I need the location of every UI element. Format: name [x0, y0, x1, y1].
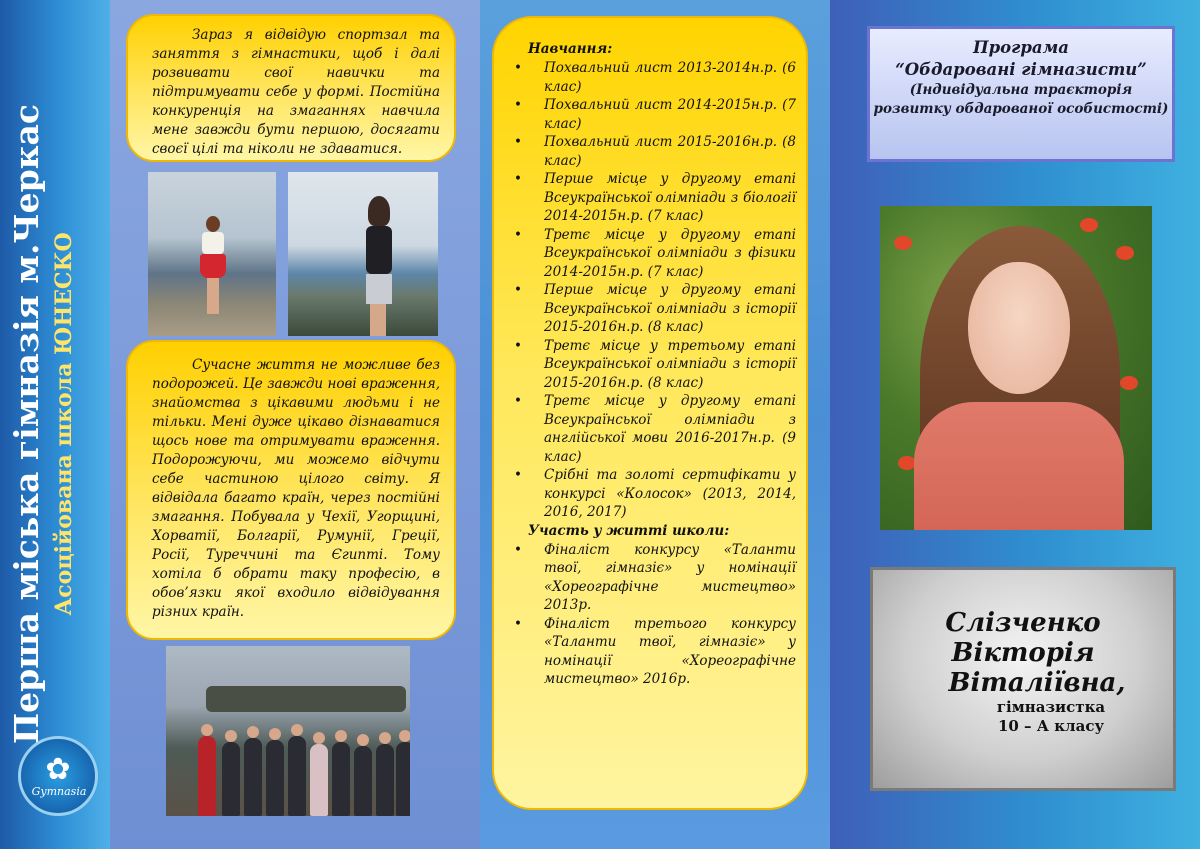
school-life-list [508, 541, 796, 689]
list-item: • Перше місце у другому етапі Всеукраїнської олімпіади з історії 2015-2016н.р. (8 клас) [544, 281, 796, 337]
program-name: “Обдаровані гімназисти” [895, 60, 1147, 79]
list-item: • Похвальний лист 2015-2016н.р. (8 клас) [544, 133, 796, 170]
flower-icon: ✿ [45, 752, 71, 787]
people-group [194, 706, 410, 816]
school-name: Перша міська гімназія м.Черкас [7, 103, 46, 745]
list-item: • Третє місце у третьому етапі Всеукраїнської олімпіади з історії 2015-2016н.р. (8 клас) [544, 337, 796, 393]
study-heading: Навчання: [528, 41, 613, 57]
sport-paragraph: Зараз я відвідую спортзал та заняття з гімнастики, щоб і далі розвивати свої навички та підтримувати себе у формі. Постійна конкуренція на змаганнях навчила мене завжди бути першою, досягати своєї цілі та ніколи не здаватися. [152, 27, 440, 157]
gymnasium-logo [18, 736, 98, 816]
achievements-box [492, 16, 808, 810]
travel-paragraph: Сучасне життя не можливе без подорожей. Це завжди нові враження, знайомства з цікавими людьми і не тільки. Мені дуже цікаво дізнаватися щось нове та отримувати враження. Подорожуючи, ми можемо відчути себе частиною цілого світу. Я відвідала багато країн, через постійні змагання. Побувала у Чехії, Угорщині, Хорватії, Болгарії, Румунії, Греції, Росії, Туреччині та Єгипті. Тому хотіла б обрати таку професію, в обов’язки якої входило відвідування різних країн. [152, 357, 440, 620]
student-class: 10 – А класу [997, 717, 1105, 735]
list-item: • Третє місце у другому етапі Всеукраїнської олімпіади з англійської мови 2016-2017н.р. (9 клас) [544, 392, 796, 466]
school-life-heading: Участь у житті школи: [528, 522, 730, 539]
student-surname: Слізченко [945, 608, 1101, 638]
list-item: • Похвальний лист 2014-2015н.р. (7 клас) [544, 96, 796, 133]
list-item: • Третє місце у другому етапі Всеукраїнської олімпіади з фізики 2014-2015н.р. (7 клас) [544, 226, 796, 282]
logo-text: Gymnasia [31, 785, 87, 798]
seaside-photo [288, 172, 438, 336]
program-title-box [867, 26, 1175, 162]
list-item: • Фіналіст третього конкурсу «Таланти твої, гімназіє» у номінації «Хореографічне мистецтво» 2016р. [544, 615, 796, 689]
girl-figure [200, 216, 226, 316]
student-name-box [870, 567, 1176, 791]
student-patronymic: Віталіївна, [948, 668, 1126, 698]
student-portrait [880, 206, 1152, 530]
girl-figure [360, 196, 396, 336]
program-description: (Індивідуальна траєкторія розвитку обдарованої особистості) [873, 82, 1169, 117]
sport-text-box [126, 14, 456, 162]
group-photo [166, 646, 410, 816]
travel-text-box [126, 340, 456, 640]
program-label: Програма [972, 38, 1070, 57]
list-item: • Перше місце у другому етапі Всеукраїнської олімпіади з біології 2014-2015н.р. (7 клас) [544, 170, 796, 226]
spine-title-block [5, 34, 105, 814]
face-shape [968, 262, 1070, 394]
beach-photo [148, 172, 276, 336]
school-subtitle: Асоційована школа ЮНЕСКО [51, 232, 77, 616]
list-item: • Срібні та золоті сертифікати у конкурсі «Колосок» (2013, 2014, 2016, 2017) [544, 466, 796, 522]
student-role: гімназистка [996, 698, 1106, 716]
student-first-name: Вікторія [951, 638, 1095, 668]
list-item: • Фіналіст конкурсу «Таланти твої, гімназіє» у номінації «Хореографічне мистецтво» 2013р. [544, 541, 796, 615]
study-list [508, 59, 796, 522]
list-item: • Похвальний лист 2013-2014н.р. (6 клас) [544, 59, 796, 96]
